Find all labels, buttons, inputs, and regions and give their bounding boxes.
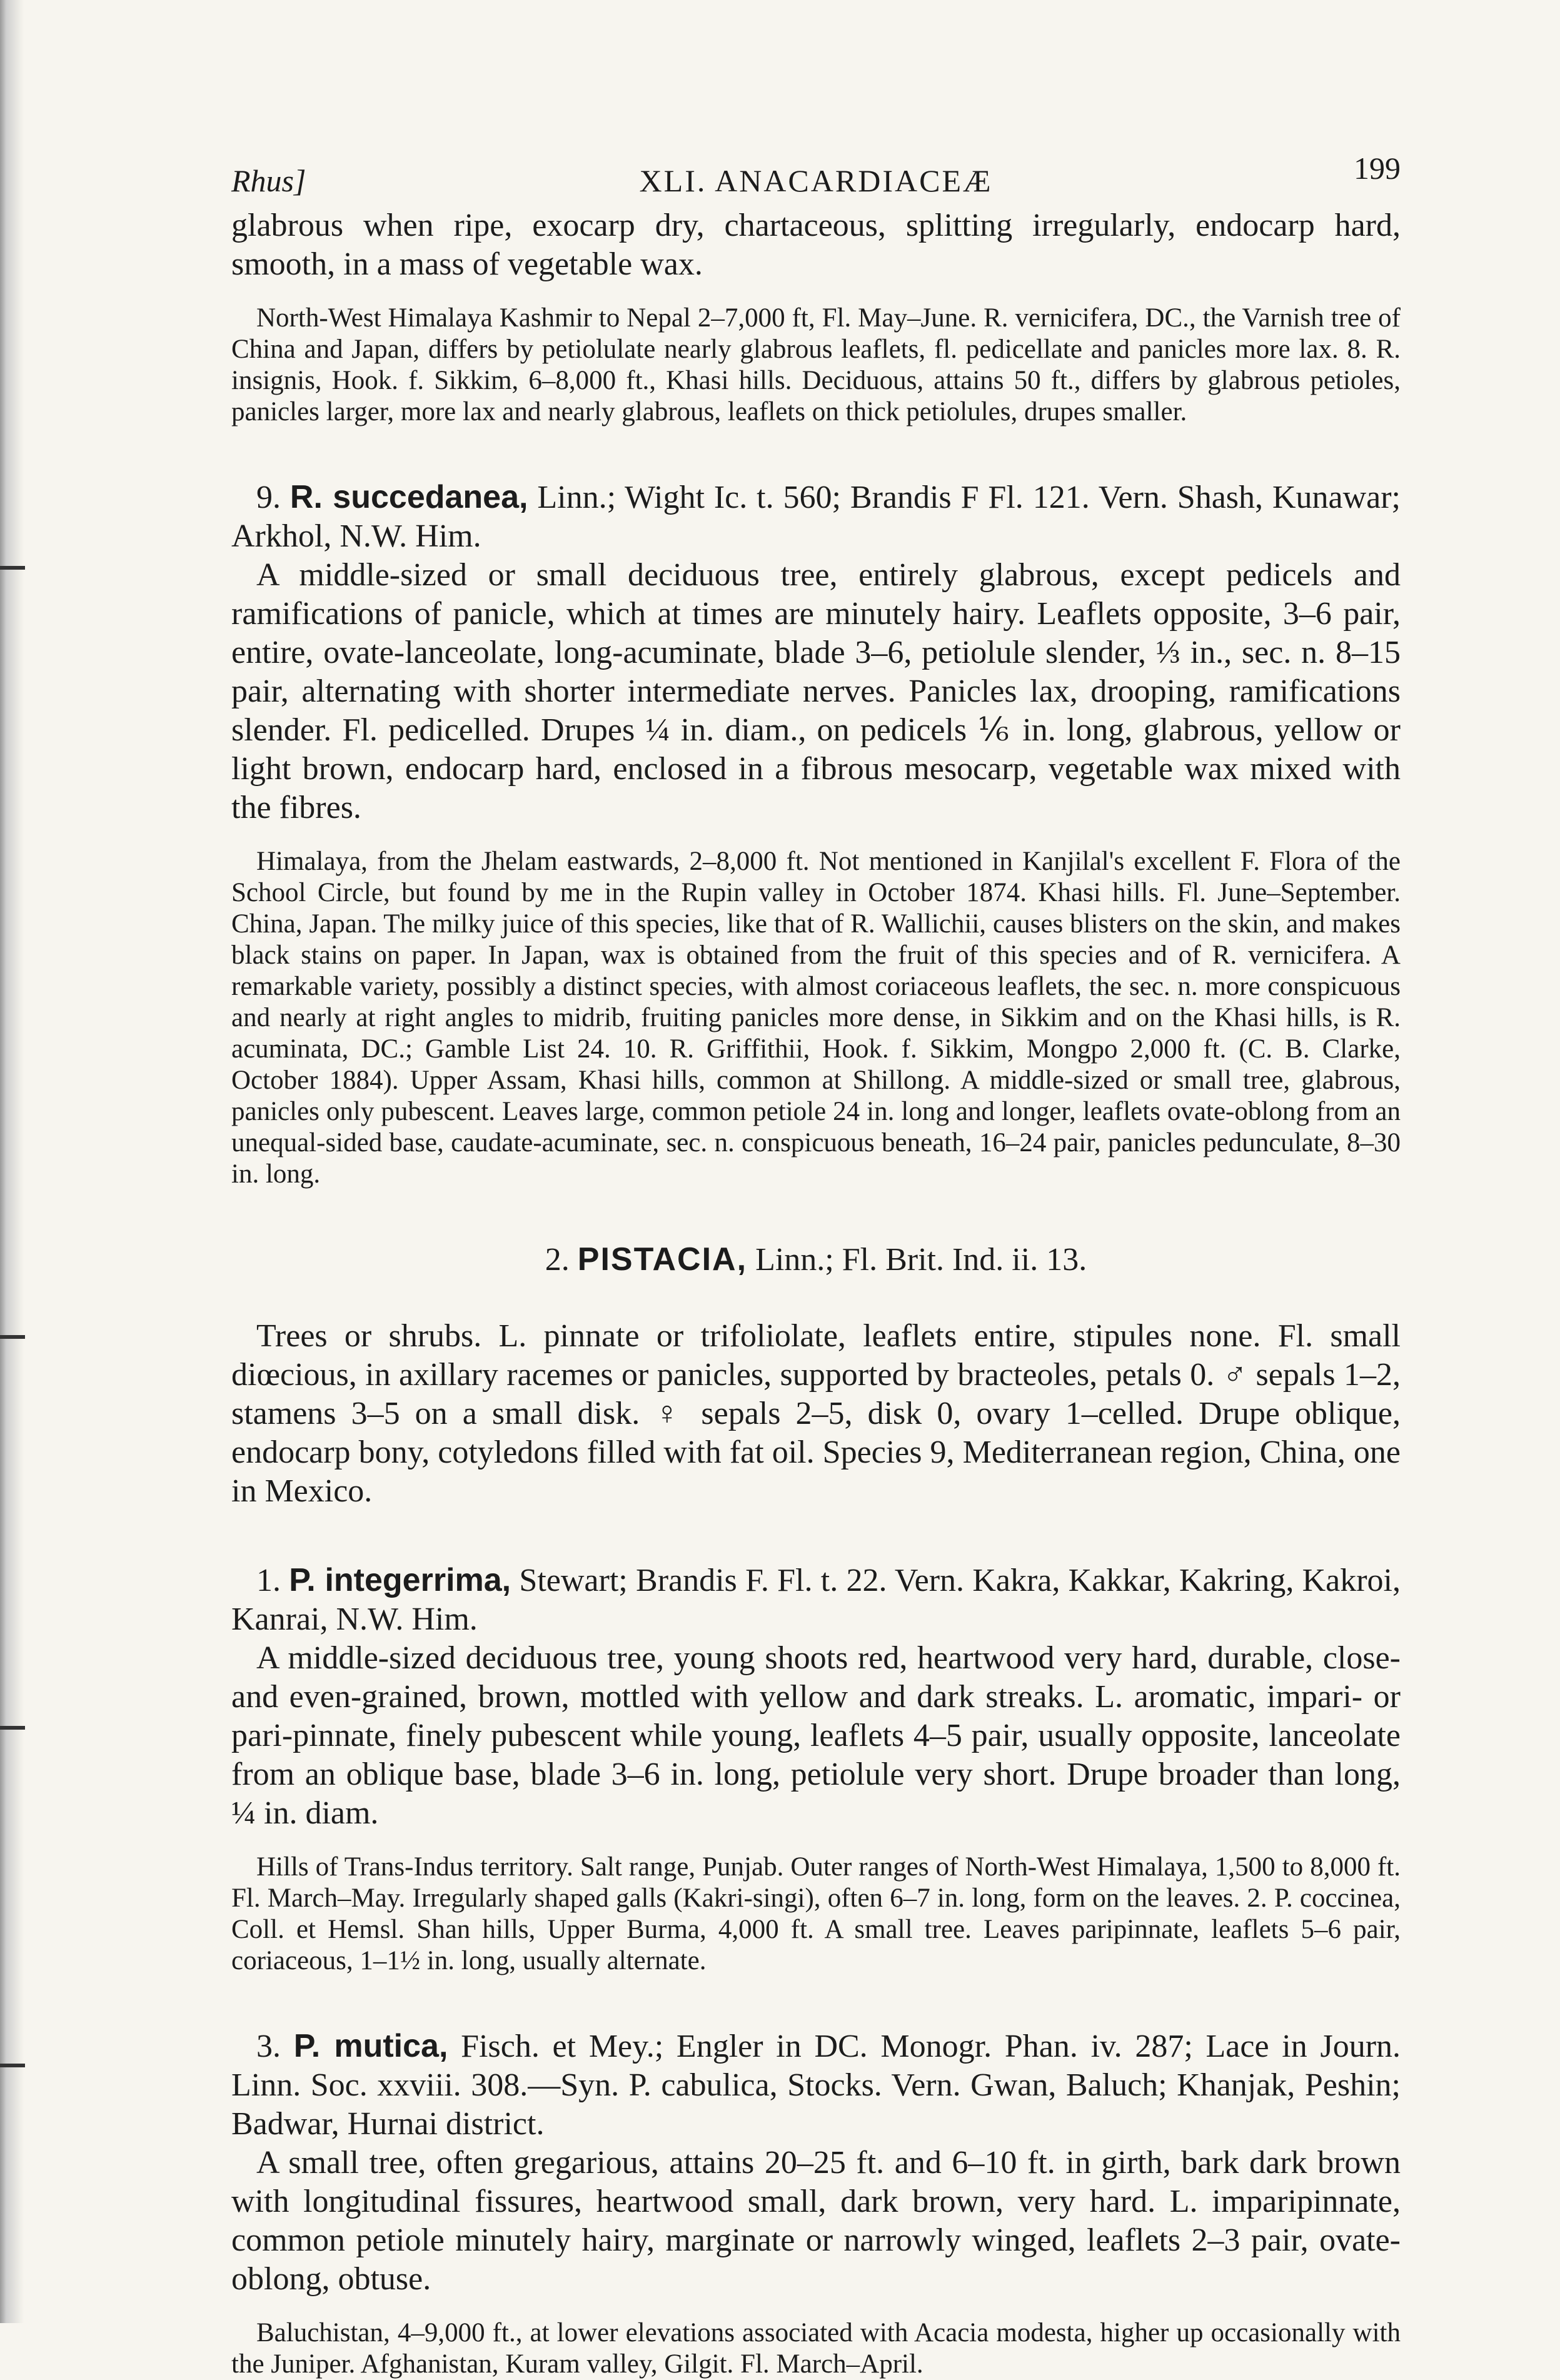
- species-number: 9.: [256, 480, 281, 515]
- species-name: R. succedanea,: [289, 479, 528, 515]
- header-family: XLI. ANACARDIACEÆ: [639, 163, 993, 198]
- continuation-note: North-West Himalaya Kashmir to Nepal 2–7,000 ft, Fl. May–June. R. vernicifera, DC., the Varnish tree of China and Japan, differs by petiolulate nearly glabrous leaflets, fl. pedicellate and panicles more lax. 8. R. insignis, Hook. f. Sikkim, 6–8,000 ft., Khasi hills. Deciduous, attains 50 ft., differs by glabrous petioles, panicles larger, more lax and nearly glabrous, leaflets on thick petiolules, drupes smaller.: [231, 303, 1401, 426]
- genus-heading-pistacia: [231, 1240, 1401, 1279]
- genus-reference: Linn.; Fl. Brit. Ind. ii. 13.: [755, 1242, 1087, 1278]
- species-heading-integerrima: [231, 1561, 1401, 1639]
- species-description: A middle-sized or small deciduous tree, entirely glabrous, except pedicels and ramifications of panicle, which at times are minutely hairy. Leaflets opposite, 3–6 pair, entire, ovate-lanceolate, long-acuminate, blade 3–6, petiolule slender, ⅓ in., sec. n. 8–15 pair, alternating with shorter intermediate nerves. Panicles lax, drooping, ramifications slender. Fl. pedicelled. Drupes ¼ in. diam., on pedicels ⅙ in. long, glabrous, yellow or light brown, endocarp hard, enclosed in a fibrous mesocarp, vegetable wax mixed with the fibres.: [231, 557, 1401, 825]
- genus-number: 2.: [545, 1242, 570, 1278]
- margin-mark: [0, 566, 25, 570]
- margin-mark: [0, 1335, 25, 1339]
- species-note: Hills of Trans-Indus territory. Salt range, Punjab. Outer ranges of North-West Himalaya, 1,500 to 8,000 ft. Fl. March–May. Irregularly shaped galls (Kakri-singi), often 6–7 in. long, form on the leaves. 2. P. coccinea, Coll. et Hemsl. Shan hills, Upper Burma, 4,000 ft. A small tree. Leaves paripinnate, leaflets 5–6 pair, coriaceous, 1–1½ in. long, usually alternate.: [231, 1852, 1401, 1975]
- species-reference: Linn.; Wight Ic. t. 560; Brandis F Fl. 121. Vern. Shash, Kunawar; Arkhol, N.W. Him.: [231, 480, 1401, 554]
- species-name: P. mutica,: [293, 2028, 448, 2064]
- margin-mark: [0, 1726, 25, 1730]
- genus-description: Trees or shrubs. L. pinnate or trifoliolate, leaflets entire, stipules none. Fl. small diœcious, in axillary racemes or panicles, supported by bracteoles, petals 0. ♂ sepals 1–2, stamens 3–5 on a small disk. ♀ sepals 2–5, disk 0, ovary 1–celled. Drupe oblique, endocarp bony, cotyledons filled with fat oil. Species 9, Mediterranean region, China, one in Mexico.: [231, 1318, 1401, 1509]
- species-reference: Fisch. et Mey.; Engler in DC. Monogr. Phan. iv. 287; Lace in Journ. Linn. Soc. xxviii. 308.—Syn. P. cabulica, Stocks. Vern. Gwan, Baluch; Khanjak, Peshin; Badwar, Hurnai district.: [231, 2029, 1401, 2142]
- species-description: A small tree, often gregarious, attains 20–25 ft. and 6–10 ft. in girth, bark dark brown with longitudinal fissures, heartwood small, dark brown, very hard. L. imparipinnate, common petiole minutely hairy, marginate or narrowly winged, leaflets 2–3 pair, ovate-oblong, obtuse.: [231, 2145, 1401, 2297]
- genus-name: PISTACIA,: [577, 1241, 748, 1278]
- scan-margin-edge: [0, 0, 24, 2323]
- species-heading-mutica: [231, 2027, 1401, 2144]
- species-name: P. integerrima,: [289, 1562, 511, 1598]
- species-number: 3.: [256, 2029, 281, 2064]
- species-heading-succedanea: [231, 478, 1401, 556]
- species-number: 1.: [256, 1563, 281, 1598]
- page-number: 199: [1354, 151, 1401, 186]
- species-description: A middle-sized deciduous tree, young shoots red, heartwood very hard, durable, close- and even-grained, brown, mottled with yellow and dark streaks. L. aromatic, impari- or pari-pinnate, finely pubescent while young, leaflets 4–5 pair, usually opposite, lanceolate from an oblique base, blade 3–6 in. long, petiolule very short. Drupe broader than long, ¼ in. diam.: [231, 1640, 1401, 1831]
- margin-mark: [0, 2064, 25, 2067]
- header-genus: Rhus]: [231, 163, 306, 198]
- running-header: [231, 150, 1401, 206]
- species-note: Himalaya, from the Jhelam eastwards, 2–8,000 ft. Not mentioned in Kanjilal's excellent F. Flora of the School Circle, but found by me in the Rupin valley in October 1874. Khasi hills. Fl. June–September. China, Japan. The milky juice of this species, like that of R. Wallichii, causes blisters on the skin, and makes black stains on paper. In Japan, wax is obtained from the fruit of this species and of R. vernicifera. A remarkable variety, possibly a distinct species, with almost coriaceous leaflets, the sec. n. more conspicuous and nearly at right angles to midrib, fruiting panicles more dense, in Sikkim and on the Khasi hills, is R. acuminata, DC.; Gamble List 24. 10. R. Griffithii, Hook. f. Sikkim, Mongpo 2,000 ft. (C. B. Clarke, October 1884). Upper Assam, Khasi hills, common at Shillong. A middle-sized or small tree, glabrous, panicles only pubescent. Leaves large, common petiole 24 in. long and longer, leaflets ovate-oblong from an unequal-sided base, caudate-acuminate, sec. n. conspicuous beneath, 16–24 pair, panicles pedunculate, 8–30 in. long.: [231, 847, 1401, 1189]
- species-reference: Stewart; Brandis F. Fl. t. 22. Vern. Kakra, Kakkar, Kakring, Kakroi, Kanrai, N.W. Him.: [231, 1563, 1401, 1637]
- species-note: Baluchistan, 4–9,000 ft., at lower elevations associated with Acacia modesta, higher up occasionally with the Juniper. Afghanistan, Kuram valley, Gilgit. Fl. March–April.: [231, 2318, 1401, 2379]
- continuation-description: glabrous when ripe, exocarp dry, chartaceous, splitting irregularly, endocarp hard, smooth, in a mass of vegetable wax.: [231, 208, 1401, 282]
- text-column: [231, 150, 1401, 2380]
